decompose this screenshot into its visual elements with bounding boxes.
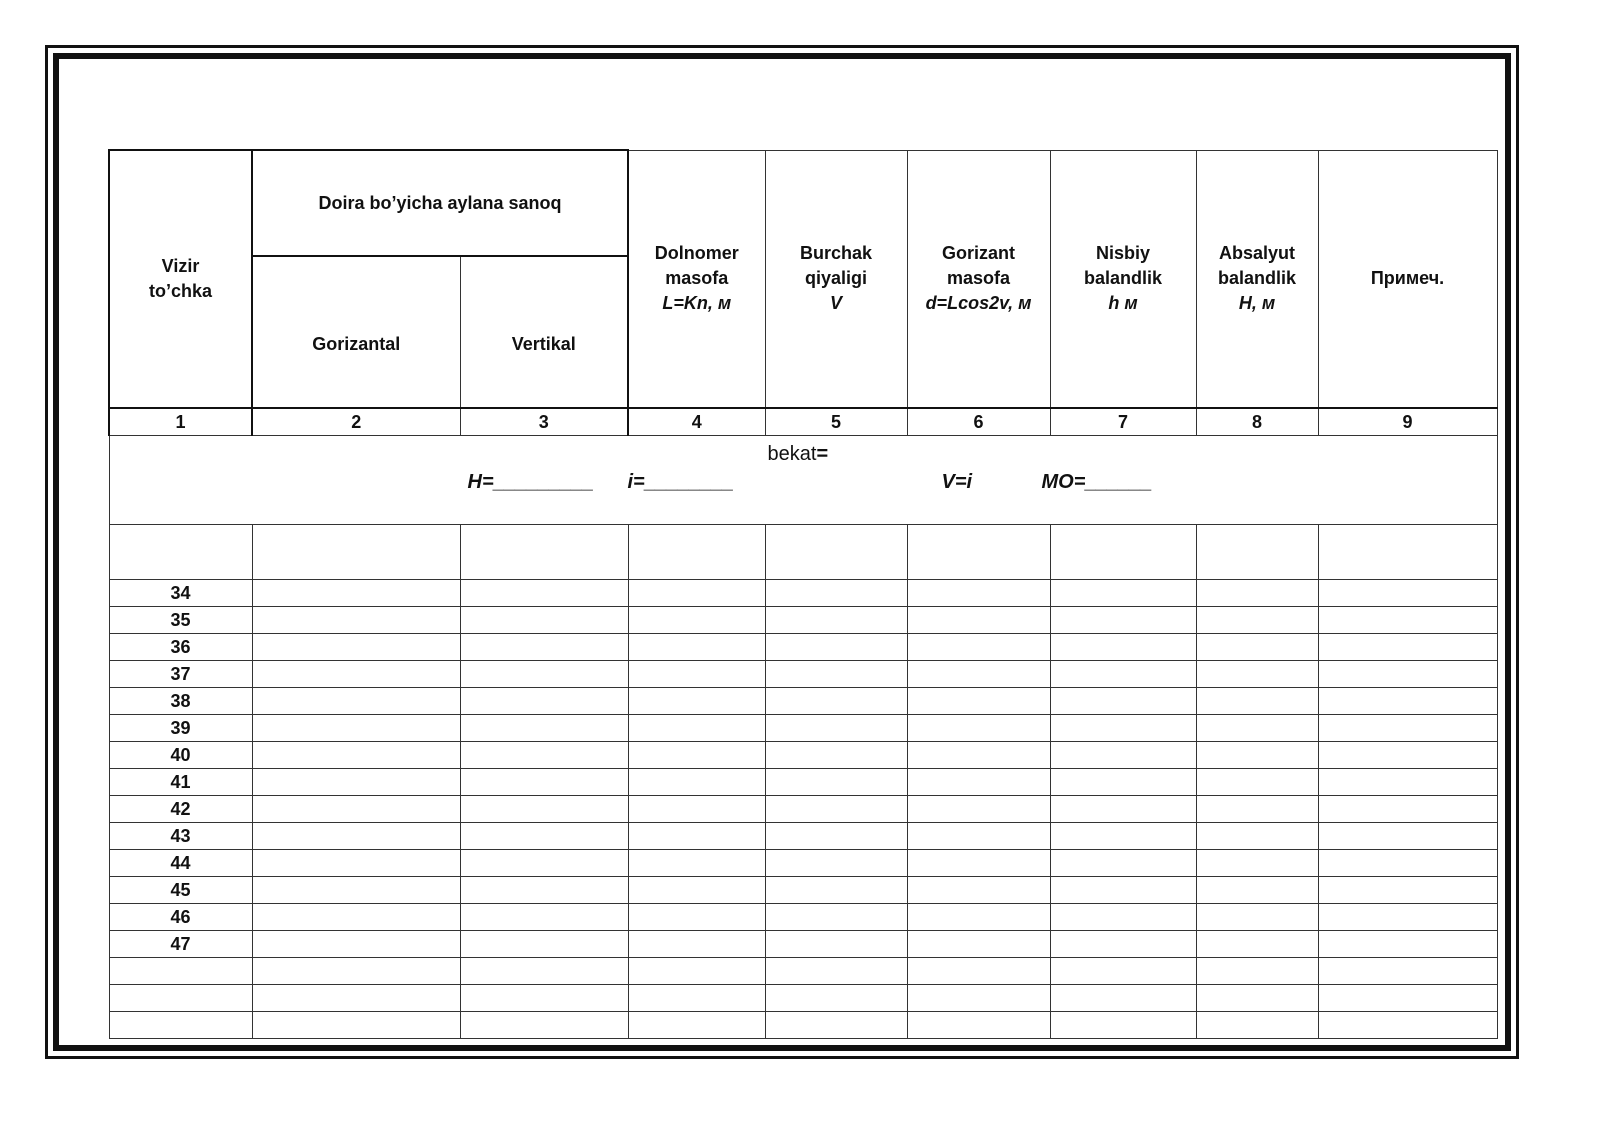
station-bekat bbox=[768, 442, 829, 467]
column-number-6: 6 bbox=[907, 408, 1050, 436]
header-nisbiy-line1: Nisbiy bbox=[1095, 243, 1151, 264]
empty-cell bbox=[1050, 634, 1196, 661]
empty-cell bbox=[628, 1012, 765, 1039]
empty-cell bbox=[1318, 580, 1497, 607]
empty-cell bbox=[1318, 985, 1497, 1012]
empty-cell bbox=[460, 742, 628, 769]
empty-cell bbox=[460, 769, 628, 796]
station-row bbox=[109, 436, 1497, 525]
point-number-cell: 37 bbox=[109, 661, 252, 688]
empty-cell bbox=[907, 985, 1050, 1012]
empty-cell bbox=[1318, 769, 1497, 796]
header-circle-reading-label: Doira bo’yicha aylana sanoq bbox=[318, 192, 562, 213]
empty-cell bbox=[628, 688, 765, 715]
empty-cell bbox=[907, 958, 1050, 985]
table-row bbox=[109, 904, 1497, 931]
empty-cell bbox=[907, 607, 1050, 634]
point-number-cell bbox=[109, 985, 252, 1012]
empty-cell bbox=[907, 580, 1050, 607]
header-dalnomer-line1: Dolnomer bbox=[654, 243, 739, 264]
header-nisbiy-unit: h м bbox=[1108, 293, 1138, 314]
empty-cell bbox=[252, 985, 460, 1012]
empty-cell bbox=[460, 661, 628, 688]
empty-cell bbox=[252, 823, 460, 850]
empty-cell bbox=[765, 904, 907, 931]
header-vertikal-label: Vertikal bbox=[511, 333, 576, 354]
point-number-cell: 43 bbox=[109, 823, 252, 850]
empty-cell bbox=[1318, 931, 1497, 958]
empty-cell bbox=[1196, 985, 1318, 1012]
empty-cell bbox=[1318, 958, 1497, 985]
empty-cell bbox=[628, 634, 765, 661]
empty-cell bbox=[1196, 931, 1318, 958]
point-number-cell bbox=[109, 525, 252, 580]
empty-cell bbox=[460, 823, 628, 850]
empty-cell bbox=[1318, 1012, 1497, 1039]
empty-cell bbox=[907, 634, 1050, 661]
empty-cell bbox=[252, 525, 460, 580]
empty-cell bbox=[1318, 796, 1497, 823]
empty-cell bbox=[460, 985, 628, 1012]
empty-cell bbox=[907, 715, 1050, 742]
empty-cell bbox=[765, 580, 907, 607]
empty-cell bbox=[1050, 904, 1196, 931]
empty-cell bbox=[907, 1012, 1050, 1039]
header-vizir-line1: Vizir bbox=[161, 256, 200, 276]
empty-cell bbox=[765, 661, 907, 688]
table-row bbox=[109, 877, 1497, 904]
empty-cell bbox=[1050, 661, 1196, 688]
empty-cell bbox=[628, 661, 765, 688]
header-primech bbox=[1318, 150, 1497, 408]
empty-cell bbox=[765, 877, 907, 904]
empty-cell bbox=[628, 742, 765, 769]
table-row bbox=[109, 769, 1497, 796]
survey-journal-table bbox=[108, 149, 1498, 1039]
empty-cell bbox=[1050, 958, 1196, 985]
empty-cell bbox=[1050, 985, 1196, 1012]
header-absalyut-line2: balandlik bbox=[1217, 268, 1297, 289]
data-rows bbox=[109, 525, 1497, 1039]
empty-cell bbox=[765, 525, 907, 580]
empty-cell bbox=[1318, 904, 1497, 931]
header-burchak-line2: qiyaligi bbox=[804, 268, 867, 289]
header-dalnomer-formula: L=Kn, м bbox=[662, 293, 732, 314]
point-number-cell: 36 bbox=[109, 634, 252, 661]
column-number-row bbox=[109, 408, 1497, 436]
empty-cell bbox=[1050, 525, 1196, 580]
empty-cell bbox=[1318, 850, 1497, 877]
empty-cell bbox=[765, 742, 907, 769]
empty-cell bbox=[1050, 607, 1196, 634]
empty-cell bbox=[460, 525, 628, 580]
empty-cell bbox=[252, 904, 460, 931]
header-circle-reading-group bbox=[252, 150, 628, 256]
empty-cell bbox=[907, 688, 1050, 715]
header-burchak-line1: Burchak bbox=[799, 243, 873, 264]
empty-cell bbox=[907, 850, 1050, 877]
empty-cell bbox=[765, 985, 907, 1012]
empty-cell bbox=[1196, 525, 1318, 580]
empty-cell bbox=[628, 796, 765, 823]
empty-cell bbox=[460, 580, 628, 607]
header-primech-label: Примеч. bbox=[1370, 268, 1445, 289]
empty-cell bbox=[765, 796, 907, 823]
empty-cell bbox=[252, 688, 460, 715]
empty-cell bbox=[628, 607, 765, 634]
header-absalyut-unit: H, м bbox=[1238, 293, 1276, 314]
station-i-value: i=________ bbox=[627, 471, 734, 493]
header-dalnomer bbox=[628, 150, 765, 408]
empty-cell bbox=[628, 580, 765, 607]
empty-cell bbox=[1050, 580, 1196, 607]
empty-cell bbox=[907, 525, 1050, 580]
table-row bbox=[109, 634, 1497, 661]
empty-cell bbox=[460, 850, 628, 877]
point-number-cell: 38 bbox=[109, 688, 252, 715]
empty-cell bbox=[460, 796, 628, 823]
empty-cell bbox=[252, 1012, 460, 1039]
point-number-cell: 40 bbox=[109, 742, 252, 769]
station-bekat-label: bekat bbox=[767, 443, 817, 465]
empty-cell bbox=[1196, 661, 1318, 688]
empty-cell bbox=[460, 688, 628, 715]
empty-cell bbox=[252, 796, 460, 823]
empty-cell bbox=[765, 931, 907, 958]
table-row bbox=[109, 823, 1497, 850]
table-row bbox=[109, 958, 1497, 985]
header-gorizant-line2: masofa bbox=[946, 268, 1011, 289]
header-absalyut-balandlik bbox=[1196, 150, 1318, 408]
empty-cell bbox=[1050, 688, 1196, 715]
empty-cell bbox=[1196, 796, 1318, 823]
empty-cell bbox=[628, 769, 765, 796]
table-row bbox=[109, 607, 1497, 634]
column-number-1: 1 bbox=[109, 408, 252, 436]
empty-cell bbox=[1318, 742, 1497, 769]
column-number-3: 3 bbox=[460, 408, 628, 436]
empty-cell bbox=[907, 742, 1050, 769]
station-cell bbox=[109, 436, 1497, 525]
empty-cell bbox=[765, 688, 907, 715]
empty-cell bbox=[907, 769, 1050, 796]
empty-cell bbox=[1196, 769, 1318, 796]
table-row bbox=[109, 525, 1497, 580]
empty-cell bbox=[252, 931, 460, 958]
point-number-cell: 42 bbox=[109, 796, 252, 823]
empty-cell bbox=[252, 850, 460, 877]
empty-cell bbox=[1050, 877, 1196, 904]
header-absalyut-line1: Absalyut bbox=[1218, 243, 1296, 264]
point-number-cell: 46 bbox=[109, 904, 252, 931]
empty-cell bbox=[252, 715, 460, 742]
empty-cell bbox=[1196, 688, 1318, 715]
empty-cell bbox=[1196, 1012, 1318, 1039]
empty-cell bbox=[1050, 796, 1196, 823]
empty-cell bbox=[252, 607, 460, 634]
empty-cell bbox=[765, 1012, 907, 1039]
empty-cell bbox=[1318, 661, 1497, 688]
point-number-cell: 44 bbox=[109, 850, 252, 877]
empty-cell bbox=[628, 850, 765, 877]
empty-cell bbox=[765, 958, 907, 985]
station-mo-value: MO=______ bbox=[1041, 471, 1153, 493]
empty-cell bbox=[1050, 850, 1196, 877]
empty-cell bbox=[252, 580, 460, 607]
empty-cell bbox=[460, 715, 628, 742]
point-number-cell: 34 bbox=[109, 580, 252, 607]
empty-cell bbox=[1318, 688, 1497, 715]
empty-cell bbox=[907, 877, 1050, 904]
empty-cell bbox=[628, 958, 765, 985]
empty-cell bbox=[907, 796, 1050, 823]
empty-cell bbox=[765, 715, 907, 742]
empty-cell bbox=[252, 742, 460, 769]
empty-cell bbox=[252, 769, 460, 796]
empty-cell bbox=[1318, 525, 1497, 580]
point-number-cell: 39 bbox=[109, 715, 252, 742]
column-number-9: 9 bbox=[1318, 408, 1497, 436]
empty-cell bbox=[628, 823, 765, 850]
point-number-cell bbox=[109, 958, 252, 985]
empty-cell bbox=[907, 661, 1050, 688]
empty-cell bbox=[1196, 634, 1318, 661]
empty-cell bbox=[460, 1012, 628, 1039]
empty-cell bbox=[765, 769, 907, 796]
empty-cell bbox=[1196, 877, 1318, 904]
table-row bbox=[109, 715, 1497, 742]
column-number-7: 7 bbox=[1050, 408, 1196, 436]
empty-cell bbox=[1196, 823, 1318, 850]
empty-cell bbox=[628, 931, 765, 958]
header-burchak-symbol: V bbox=[829, 293, 842, 314]
table-row bbox=[109, 850, 1497, 877]
station-instrument-height: H=_________ bbox=[467, 471, 594, 493]
table-row bbox=[109, 1012, 1497, 1039]
empty-cell bbox=[252, 634, 460, 661]
empty-cell bbox=[1050, 769, 1196, 796]
point-number-cell: 45 bbox=[109, 877, 252, 904]
empty-cell bbox=[765, 607, 907, 634]
empty-cell bbox=[765, 850, 907, 877]
header-nisbiy-balandlik bbox=[1050, 150, 1196, 408]
empty-cell bbox=[1196, 904, 1318, 931]
empty-cell bbox=[460, 904, 628, 931]
empty-cell bbox=[252, 661, 460, 688]
empty-cell bbox=[1050, 931, 1196, 958]
empty-cell bbox=[907, 904, 1050, 931]
point-number-cell: 35 bbox=[109, 607, 252, 634]
empty-cell bbox=[628, 877, 765, 904]
empty-cell bbox=[1196, 715, 1318, 742]
empty-cell bbox=[460, 634, 628, 661]
empty-cell bbox=[1050, 715, 1196, 742]
header-gorizant-line1: Gorizant bbox=[941, 243, 1015, 264]
column-number-2: 2 bbox=[252, 408, 460, 436]
empty-cell bbox=[1318, 823, 1497, 850]
station-bekat-equals: = bbox=[816, 443, 829, 465]
header-burchak bbox=[765, 150, 907, 408]
empty-cell bbox=[1318, 715, 1497, 742]
empty-cell bbox=[252, 958, 460, 985]
column-number-4: 4 bbox=[628, 408, 765, 436]
point-number-cell: 47 bbox=[109, 931, 252, 958]
empty-cell bbox=[628, 904, 765, 931]
column-number-5: 5 bbox=[765, 408, 907, 436]
empty-cell bbox=[907, 823, 1050, 850]
empty-cell bbox=[460, 931, 628, 958]
station-v-value: V=i bbox=[941, 471, 973, 493]
table-row bbox=[109, 742, 1497, 769]
header-vizir-tochka bbox=[109, 150, 252, 408]
header-gorizantal bbox=[252, 256, 460, 408]
table-row bbox=[109, 931, 1497, 958]
header-nisbiy-line2: balandlik bbox=[1083, 268, 1163, 289]
empty-cell bbox=[765, 634, 907, 661]
empty-cell bbox=[1318, 607, 1497, 634]
empty-cell bbox=[907, 931, 1050, 958]
header-gorizantal-label: Gorizantal bbox=[312, 333, 401, 354]
empty-cell bbox=[1050, 1012, 1196, 1039]
empty-cell bbox=[1196, 958, 1318, 985]
empty-cell bbox=[1050, 742, 1196, 769]
empty-cell bbox=[1318, 634, 1497, 661]
empty-cell bbox=[628, 525, 765, 580]
empty-cell bbox=[460, 958, 628, 985]
point-number-cell bbox=[109, 1012, 252, 1039]
empty-cell bbox=[1318, 877, 1497, 904]
header-vizir-line2: to’chka bbox=[148, 281, 213, 301]
header-dalnomer-line2: masofa bbox=[665, 268, 729, 289]
table-row bbox=[109, 688, 1497, 715]
empty-cell bbox=[1196, 580, 1318, 607]
table-row bbox=[109, 796, 1497, 823]
empty-cell bbox=[1050, 823, 1196, 850]
empty-cell bbox=[1196, 607, 1318, 634]
empty-cell bbox=[252, 877, 460, 904]
header-gorizant-masofa bbox=[907, 150, 1050, 408]
table-row bbox=[109, 661, 1497, 688]
table-row bbox=[109, 580, 1497, 607]
header-gorizant-formula: d=Lcos2v, м bbox=[925, 293, 1032, 314]
empty-cell bbox=[1196, 742, 1318, 769]
empty-cell bbox=[628, 715, 765, 742]
empty-cell bbox=[460, 607, 628, 634]
empty-cell bbox=[1196, 850, 1318, 877]
table-row bbox=[109, 985, 1497, 1012]
point-number-cell: 41 bbox=[109, 769, 252, 796]
column-number-8: 8 bbox=[1196, 408, 1318, 436]
empty-cell bbox=[628, 985, 765, 1012]
empty-cell bbox=[460, 877, 628, 904]
header-vertikal bbox=[460, 256, 628, 408]
empty-cell bbox=[765, 823, 907, 850]
